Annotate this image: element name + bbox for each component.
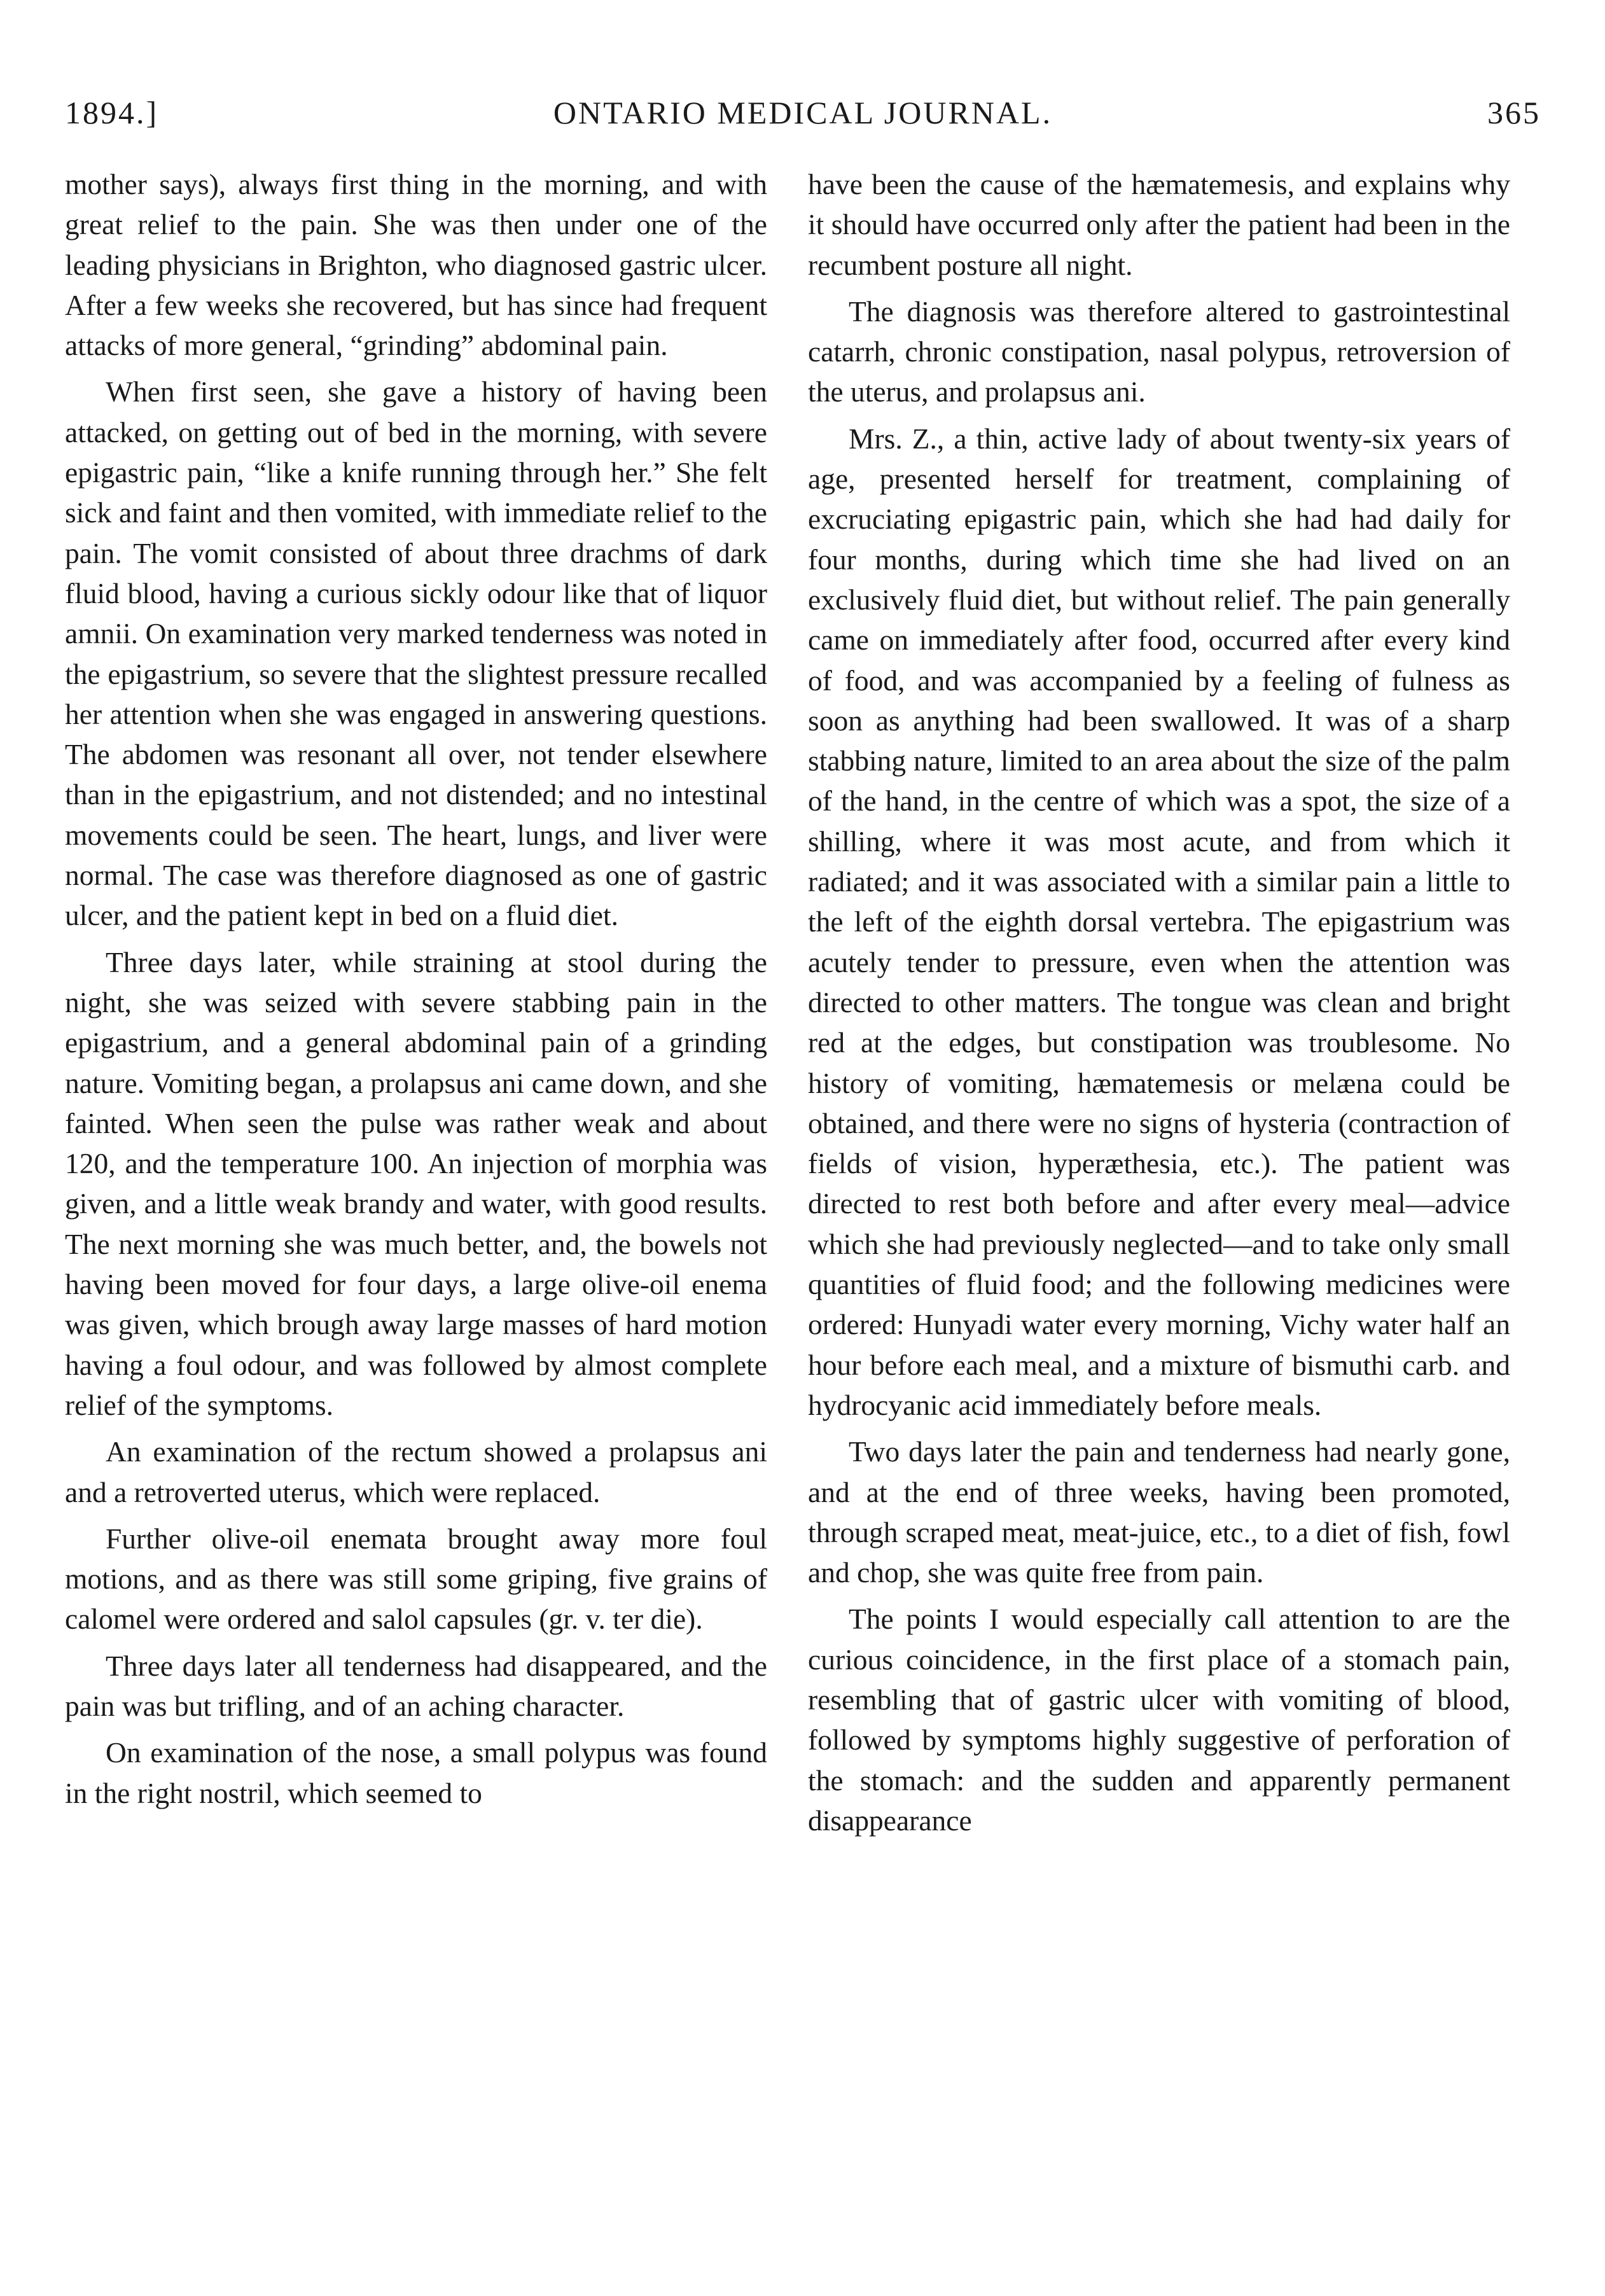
page-header (65, 94, 1541, 145)
journal-title: ONTARIO MEDICAL JOURNAL. (553, 95, 1053, 130)
paragraph: have been the cause of the hæmatemesis, and explains why it should have occurred only after the patient had been in the recumbent posture all night. (808, 168, 1510, 281)
paragraph: Three days later, while straining at stool during the night, she was seized with severe stabbing pain in the epigastrium, and a general abdominal pain of a grinding nature. Vomiting began, a prolapsus ani came down, and she fainted. When seen the pulse was rather weak and about 120, and the temperature 100. An injection of morphia was given, and a little weak brandy and water, with good results. The next morning she was much better, and, the bowels not having been moved for four days, a large olive-oil enema was given, which brough away large masses of hard motion having a foul odour, and was followed by almost complete relief of the symptoms. (65, 945, 767, 1421)
left-column (65, 164, 767, 1819)
right-column (808, 164, 1510, 1847)
paragraph: On examination of the nose, a small polypus was found in the right nostril, which seemed to (65, 1736, 767, 1809)
page-number: 365 (1487, 95, 1541, 130)
paragraph: Three days later all tenderness had disappeared, and the pain was but trifling, and of an aching character. (65, 1649, 767, 1722)
paragraph: The diagnosis was therefore altered to gastrointestinal catarrh, chronic constipation, nasal polypus, retroversion of the uterus, and prolapsus ani. (808, 295, 1510, 408)
paragraph: An examination of the rectum showed a prolapsus ani and a retroverted uterus, which were replaced. (65, 1435, 767, 1508)
paragraph: Mrs. Z., a thin, active lady of about twenty-six years of age, presented herself for treatment, complaining of excruciating epigastric pain, which she had had daily for four months, during which time she had lived on an exclusively fluid diet, but without relief. The pain generally came on immediately after food, occurred after every kind of food, and was accompanied by a feeling of fulness as soon as anything had been swallowed. It was of a sharp stabbing nature, limited to an area about the size of the palm of the hand, in the centre of which was a spot, the size of a shilling, where it was most acute, and from which it radiated; and it was associated with a similar pain a little to the left of the eighth dorsal vertebra. The epigastrium was acutely tender to pressure, even when the attention was directed to other matters. The tongue was clean and bright red at the edges, but constipation was troublesome. No history of vomiting, hæmatemesis or melæna could be obtained, and there were no signs of hysteria (contraction of fields of vision, hyperæthesia, etc.). The patient was directed to rest both before and after every meal—advice which she had previously neglected—and to take only small quantities of fluid food; and the following medicines were ordered: Hunyadi water every morning, Vichy water half an hour before each meal, and a mixture of bismuthi carb. and hydrocyanic acid immediately before meals. (808, 422, 1510, 1421)
header-year: 1894.] (65, 95, 159, 130)
paragraph: When first seen, she gave a history of having been attacked, on getting out of bed in the morning, with severe epigastric pain, “like a knife running through her.” She felt sick and faint and then vomited, with immediate relief to the pain. The vomit consisted of about three drachms of dark fluid blood, having a curious sickly odour like that of liquor amnii. On examination very marked tenderness was noted in the epigastrium, so severe that the slightest pressure recalled her attention when she was engaged in answering questions. The abdomen was resonant all over, not tender elsewhere than in the epigastrium, and not distended; and no intestinal movements could be seen. The heart, lungs, and liver were normal. The case was therefore diagnosed as one of gastric ulcer, and the patient kept in bed on a fluid diet. (65, 375, 767, 932)
paragraph: The points I would especially call attention to are the curious coincidence, in the first place of a stomach pain, resembling that of gastric ulcer with vomiting of blood, followed by symptoms highly suggestive of perforation of the stomach: and the sudden and apparently permanent disappearance (808, 1603, 1510, 1837)
paragraph: Two days later the pain and tenderness had nearly gone, and at the end of three weeks, having been promoted, through scraped meat, meat-juice, etc., to a diet of fish, fowl and chop, she was quite free from pain. (808, 1435, 1510, 1589)
paragraph: mother says), always first thing in the morning, and with great relief to the pain. She was then under one of the leading physicians in Brighton, who diagnosed gastric ulcer. After a few weeks she recovered, but has since had frequent attacks of more general, “grinding” abdominal pain. (65, 168, 767, 362)
paragraph: Further olive-oil enemata brought away more foul motions, and as there was still some griping, five grains of calomel were ordered and salol capsules (gr. v. ter die). (65, 1522, 767, 1636)
